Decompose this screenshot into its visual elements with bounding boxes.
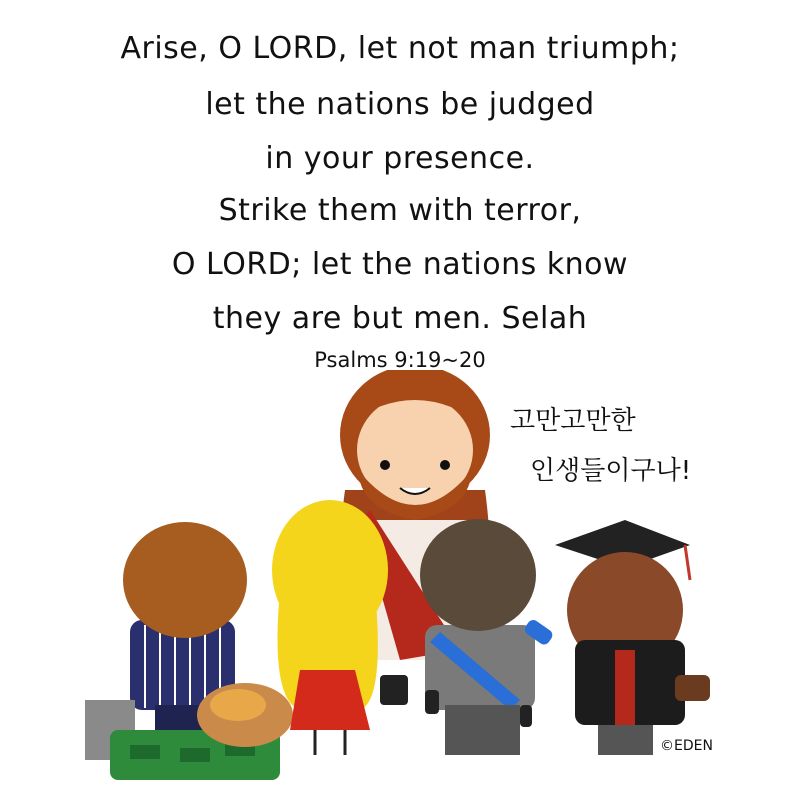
verse-line-5: O LORD; let the nations know xyxy=(171,247,629,282)
illustration xyxy=(0,370,800,800)
verse-line-2: let the nations be judged xyxy=(205,87,595,122)
verse-reference: Psalms 9:19~20 xyxy=(314,348,486,372)
verse-line-6: they are but men. Selah xyxy=(212,301,588,336)
speech-line-1: 고만고만한 xyxy=(510,406,636,436)
verse-line-1: Arise, O LORD, let not man triumph; xyxy=(120,31,680,66)
speech-line-2: 인생들이구나! xyxy=(530,456,692,486)
politician-figure xyxy=(420,519,555,755)
verse-line-3: in your presence. xyxy=(265,141,535,176)
artist-signature: ©EDEN xyxy=(660,738,713,754)
verse-line-4: Strike them with terror, xyxy=(218,193,582,228)
graduate-figure xyxy=(555,520,710,755)
